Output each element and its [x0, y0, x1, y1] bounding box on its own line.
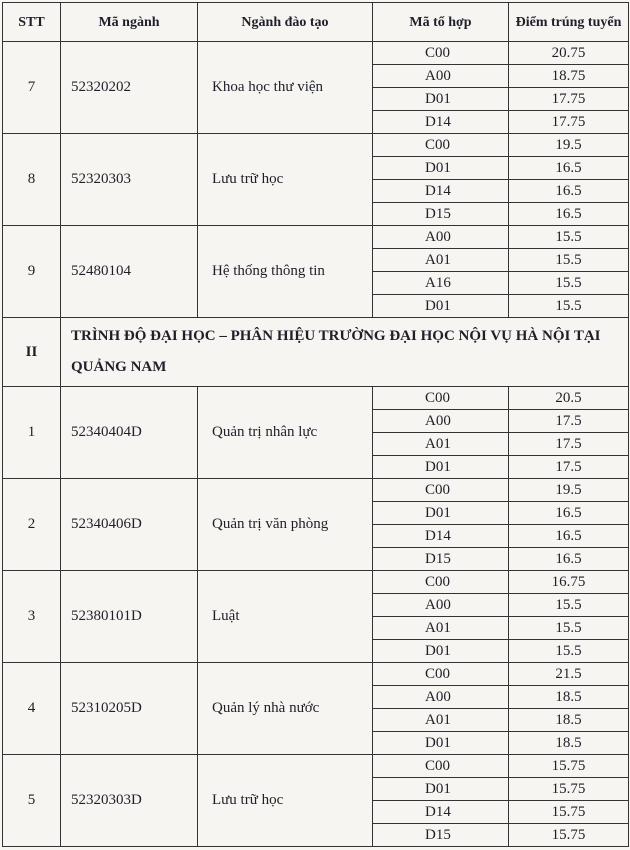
admission-score: 17.75: [509, 111, 629, 134]
combination-code: D14: [373, 525, 509, 548]
table-row: [3, 226, 629, 249]
combination-code: D01: [373, 502, 509, 525]
major-code: 52340404D: [61, 387, 198, 479]
combination-code: C00: [373, 42, 509, 65]
combination-code: D15: [373, 548, 509, 571]
combination-code: D01: [373, 456, 509, 479]
section-title: TRÌNH ĐỘ ĐẠI HỌC – PHÂN HIỆU TRƯỜNG ĐẠI HỌC NỘI VỤ HÀ NỘI TẠI QUẢNG NAM: [61, 318, 629, 387]
header-row: [3, 3, 629, 42]
table-row: [3, 663, 629, 686]
admission-score: 15.75: [509, 801, 629, 824]
admission-score: 15.5: [509, 640, 629, 663]
major-name: Khoa học thư viện: [198, 42, 373, 134]
admission-score: 18.75: [509, 65, 629, 88]
admission-score: 18.5: [509, 686, 629, 709]
major-name: Hệ thống thông tin: [198, 226, 373, 318]
combination-code: D14: [373, 111, 509, 134]
row-stt: 5: [3, 755, 61, 847]
row-stt: 1: [3, 387, 61, 479]
header-score: Điểm trúng tuyển: [509, 3, 629, 42]
major-code: 52320202: [61, 42, 198, 134]
admission-score: 17.5: [509, 456, 629, 479]
section-row: [3, 318, 629, 387]
admission-score: 15.5: [509, 617, 629, 640]
admission-score-table: [2, 2, 629, 847]
combination-code: A00: [373, 65, 509, 88]
combination-code: A01: [373, 617, 509, 640]
admission-score: 16.75: [509, 571, 629, 594]
combination-code: D15: [373, 824, 509, 847]
combination-code: A00: [373, 226, 509, 249]
admission-score: 15.5: [509, 272, 629, 295]
combination-code: A00: [373, 594, 509, 617]
combination-code: C00: [373, 387, 509, 410]
table-row: [3, 479, 629, 502]
combination-code: D14: [373, 801, 509, 824]
admission-score: 18.5: [509, 732, 629, 755]
combination-code: A01: [373, 709, 509, 732]
row-stt: 4: [3, 663, 61, 755]
table-row: [3, 387, 629, 410]
major-name: Lưu trữ học: [198, 134, 373, 226]
admission-score: 17.5: [509, 433, 629, 456]
major-code: 52310205D: [61, 663, 198, 755]
admission-score: 17.75: [509, 88, 629, 111]
major-name: Luật: [198, 571, 373, 663]
admission-score: 20.75: [509, 42, 629, 65]
combination-code: D15: [373, 203, 509, 226]
admission-score: 15.5: [509, 295, 629, 318]
table-row: [3, 134, 629, 157]
table-row: [3, 571, 629, 594]
major-code: 52380101D: [61, 571, 198, 663]
row-stt: 7: [3, 42, 61, 134]
admission-score: 16.5: [509, 203, 629, 226]
combination-code: A01: [373, 433, 509, 456]
admission-score: 15.75: [509, 755, 629, 778]
major-code: 52320303: [61, 134, 198, 226]
admission-score: 15.75: [509, 824, 629, 847]
table-row: [3, 42, 629, 65]
combination-code: C00: [373, 479, 509, 502]
combination-code: D01: [373, 640, 509, 663]
row-stt: 8: [3, 134, 61, 226]
admission-score: 20.5: [509, 387, 629, 410]
admission-score: 17.5: [509, 410, 629, 433]
combination-code: D01: [373, 778, 509, 801]
admission-score: 16.5: [509, 525, 629, 548]
major-name: Quản trị nhân lực: [198, 387, 373, 479]
admission-score: 15.5: [509, 226, 629, 249]
admission-score: 15.75: [509, 778, 629, 801]
row-stt: 2: [3, 479, 61, 571]
section-number: II: [3, 318, 61, 387]
combination-code: D01: [373, 88, 509, 111]
admission-score: 16.5: [509, 180, 629, 203]
combination-code: A01: [373, 249, 509, 272]
admission-score: 19.5: [509, 479, 629, 502]
row-stt: 9: [3, 226, 61, 318]
admission-score: 19.5: [509, 134, 629, 157]
admission-score: 15.5: [509, 249, 629, 272]
header-major: Ngành đào tạo: [198, 3, 373, 42]
table-row: [3, 755, 629, 778]
major-name: Quản trị văn phòng: [198, 479, 373, 571]
combination-code: A00: [373, 410, 509, 433]
combination-code: A00: [373, 686, 509, 709]
admission-score: 16.5: [509, 548, 629, 571]
combination-code: A16: [373, 272, 509, 295]
combination-code: C00: [373, 134, 509, 157]
major-code: 52480104: [61, 226, 198, 318]
combination-code: C00: [373, 755, 509, 778]
combination-code: C00: [373, 571, 509, 594]
combination-code: C00: [373, 663, 509, 686]
major-code: 52340406D: [61, 479, 198, 571]
admission-score: 16.5: [509, 157, 629, 180]
admission-score: 18.5: [509, 709, 629, 732]
combination-code: D01: [373, 732, 509, 755]
admission-score: 15.5: [509, 594, 629, 617]
combination-code: D14: [373, 180, 509, 203]
row-stt: 3: [3, 571, 61, 663]
admission-score: 21.5: [509, 663, 629, 686]
major-name: Lưu trữ học: [198, 755, 373, 847]
header-code: Mã ngành: [61, 3, 198, 42]
header-stt: STT: [3, 3, 61, 42]
major-code: 52320303D: [61, 755, 198, 847]
header-combo: Mã tổ hợp: [373, 3, 509, 42]
admission-score: 16.5: [509, 502, 629, 525]
combination-code: D01: [373, 295, 509, 318]
combination-code: D01: [373, 157, 509, 180]
major-name: Quản lý nhà nước: [198, 663, 373, 755]
